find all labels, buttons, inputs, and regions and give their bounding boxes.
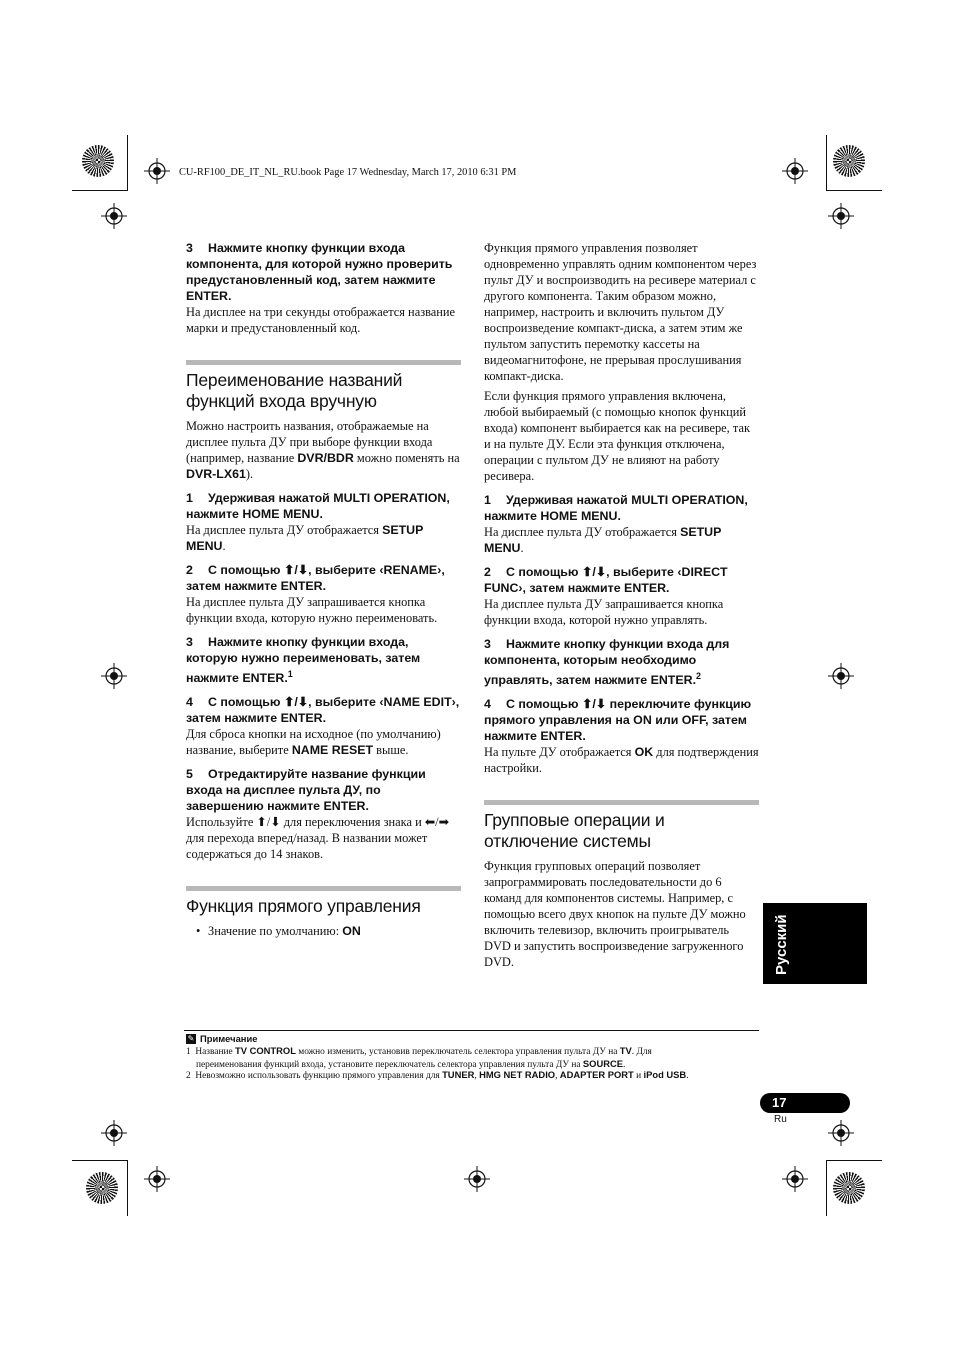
- section-heading-direct-function: Функция прямого управления: [186, 896, 421, 917]
- default-value-bullet: • Значение по умолчанию: ON: [186, 923, 461, 939]
- registration-mark-3: [101, 203, 127, 229]
- step-title: 4 С помощью ⬆/⬇, выберите ‹NAME EDIT›, затем нажмите ENTER.: [186, 695, 460, 726]
- section-rule: [186, 360, 461, 365]
- step-body: На дисплее пульта ДУ запрашивается кнопка функции входа, которую нужно переименовать.: [186, 595, 438, 625]
- trim-line: [826, 135, 827, 191]
- step-title: 2 С помощью ⬆/⬇, выберите ‹RENAME›, затем нажмите ENTER.: [186, 563, 445, 593]
- registration-mark-2: [782, 158, 808, 184]
- note-pencil-icon: ✎: [187, 1034, 195, 1043]
- step-title: 1 Удерживая нажатой MULTI OPERATION, нажмите HOME MENU.: [186, 491, 450, 521]
- registration-mark-6: [828, 663, 854, 689]
- color-target-bottom-left: [86, 1172, 118, 1204]
- step-title: 4 С помощью ⬆/⬇ переключите функцию прямого управления на ON или OFF, затем нажмите ENTER.: [484, 697, 752, 744]
- step-title: 2 С помощью ⬆/⬇, выберите ‹DIRECT FUNC›, затем нажмите ENTER.: [484, 565, 728, 595]
- registration-mark-9: [144, 1166, 170, 1192]
- registration-mark-5: [101, 663, 127, 689]
- notes-rule: [184, 1030, 759, 1031]
- step-body: Для сброса кнопки на исходное (по умолчанию) название, выберите NAME RESET выше.: [186, 727, 441, 758]
- note-1: 1 Название TV CONTROL можно изменить, установив переключатель селектора управления пульта ДУ на TV. Для переименования функций входа, установите переключатель селектора управления пульта ДУ на SOURCE.: [186, 1045, 652, 1070]
- language-tab-label: Русский: [773, 914, 790, 975]
- step-title: 5 Отредактируйте название функции входа на дисплее пульта ДУ, по завершению нажмите ENTER.: [186, 767, 426, 814]
- right-column: [484, 240, 759, 970]
- registration-mark-7: [101, 1120, 127, 1146]
- trim-line: [826, 1160, 882, 1161]
- trim-line: [72, 1160, 128, 1161]
- step-body: На дисплее пульта ДУ отображается SETUP MENU.: [186, 523, 424, 553]
- step-title: 3 Нажмите кнопку функции входа для компонента, которым необходимо управлять, затем нажмите ENTER.$^2$: [484, 637, 730, 688]
- trim-line: [127, 135, 128, 191]
- step-body: На дисплее пульта ДУ запрашивается кнопка функции входа, которой нужно управлять.: [484, 597, 724, 627]
- section-rule: [186, 886, 461, 891]
- step-body: На пульте ДУ отображается OK для подтверждения настройки.: [484, 745, 759, 776]
- registration-mark-11: [782, 1166, 808, 1192]
- step-title: 1 Удерживая нажатой MULTI OPERATION, нажмите HOME MENU.: [484, 493, 748, 523]
- step-title: 3 Нажмите кнопку функции входа, которую нужно переименовать, затем нажмите ENTER.$^1$: [186, 635, 421, 686]
- language-code: Ru: [774, 1114, 787, 1125]
- trim-line: [826, 1160, 827, 1216]
- step-body: На дисплее пульта ДУ отображается SETUP MENU.: [484, 525, 722, 555]
- section-heading-group-operations: Групповые операции и отключение системы: [484, 810, 665, 852]
- notes-heading: ✎ Примечание: [187, 1033, 258, 1044]
- step-body: Используйте ⬆/⬇ для переключения знака и ⬅/➡ для перехода вперед/назад. В названии может содержаться до 14 знаков.: [186, 815, 449, 862]
- section-body: Функция групповых операций позволяет запрограммировать последовательности до 6 команд для компонентов системы. Например, с помощью всего двух кнопок на пульте ДУ можно включить телевизор, включить проигрыватель DVD и запустить воспроизведение загруженного DVD.: [484, 859, 746, 970]
- page-number: 17: [772, 1095, 787, 1110]
- registration-mark-10: [464, 1166, 490, 1192]
- trim-line: [826, 190, 882, 191]
- page-number-badge: [760, 1093, 850, 1113]
- section-heading-rename: Переименование названий функций входа вручную: [186, 370, 403, 411]
- color-target-top-left: [82, 145, 114, 177]
- registration-mark-1: [144, 158, 170, 184]
- trim-line: [72, 190, 128, 191]
- left-column: [186, 240, 461, 939]
- color-target-top-right: [833, 145, 865, 177]
- color-target-bottom-right: [833, 1172, 865, 1204]
- step-title: 3 Нажмите кнопку функции входа компонента, для которой нужно проверить предустановленный код, затем нажмите ENTER.: [186, 241, 453, 303]
- language-side-tab: [763, 903, 867, 984]
- trim-line: [127, 1160, 128, 1216]
- print-file-info: CU-RF100_DE_IT_NL_RU.book Page 17 Wednesday, March 17, 2010 6:31 PM: [179, 167, 517, 178]
- step-body: На дисплее на три секунды отображается название марки и предустановленный код.: [186, 305, 456, 335]
- intro-paragraph: Функция прямого управления позволяет одновременно управлять одним компонентом через пульт ДУ и воспроизводить на ресивере материал с другого компонента. Таким образом можно, например, настроить и включить пультом ДУ воспроизведение компакт-диска, а затем этим же пультом запустить перемотку кассеты на видеомагнитофоне, не прерывая прослушивания компакт-диска.: [484, 241, 757, 383]
- registration-mark-4: [828, 203, 854, 229]
- note-2: 2 Невозможно использовать функцию прямого управления для TUNER, HMG NET RADIO, ADAPTER PORT и iPod USB.: [186, 1069, 689, 1081]
- section-intro: Можно настроить названия, отображаемые на дисплее пульта ДУ при выборе функции входа (например, название DVR/BDR можно поменять на DVR-LX61).: [186, 419, 460, 481]
- footnote-ref: 2: [696, 671, 702, 681]
- intro-paragraph: Если функция прямого управления включена, любой выбираемый (с помощью кнопок функций входа) компонент выбирается как на ресивере, так и на пульте ДУ. Если эта функция отключена, операции с пультом ДУ не влияют на работу ресивера.: [484, 389, 750, 483]
- registration-mark-8: [828, 1120, 854, 1146]
- footnote-ref: 1: [287, 669, 293, 679]
- section-rule: [484, 800, 759, 805]
